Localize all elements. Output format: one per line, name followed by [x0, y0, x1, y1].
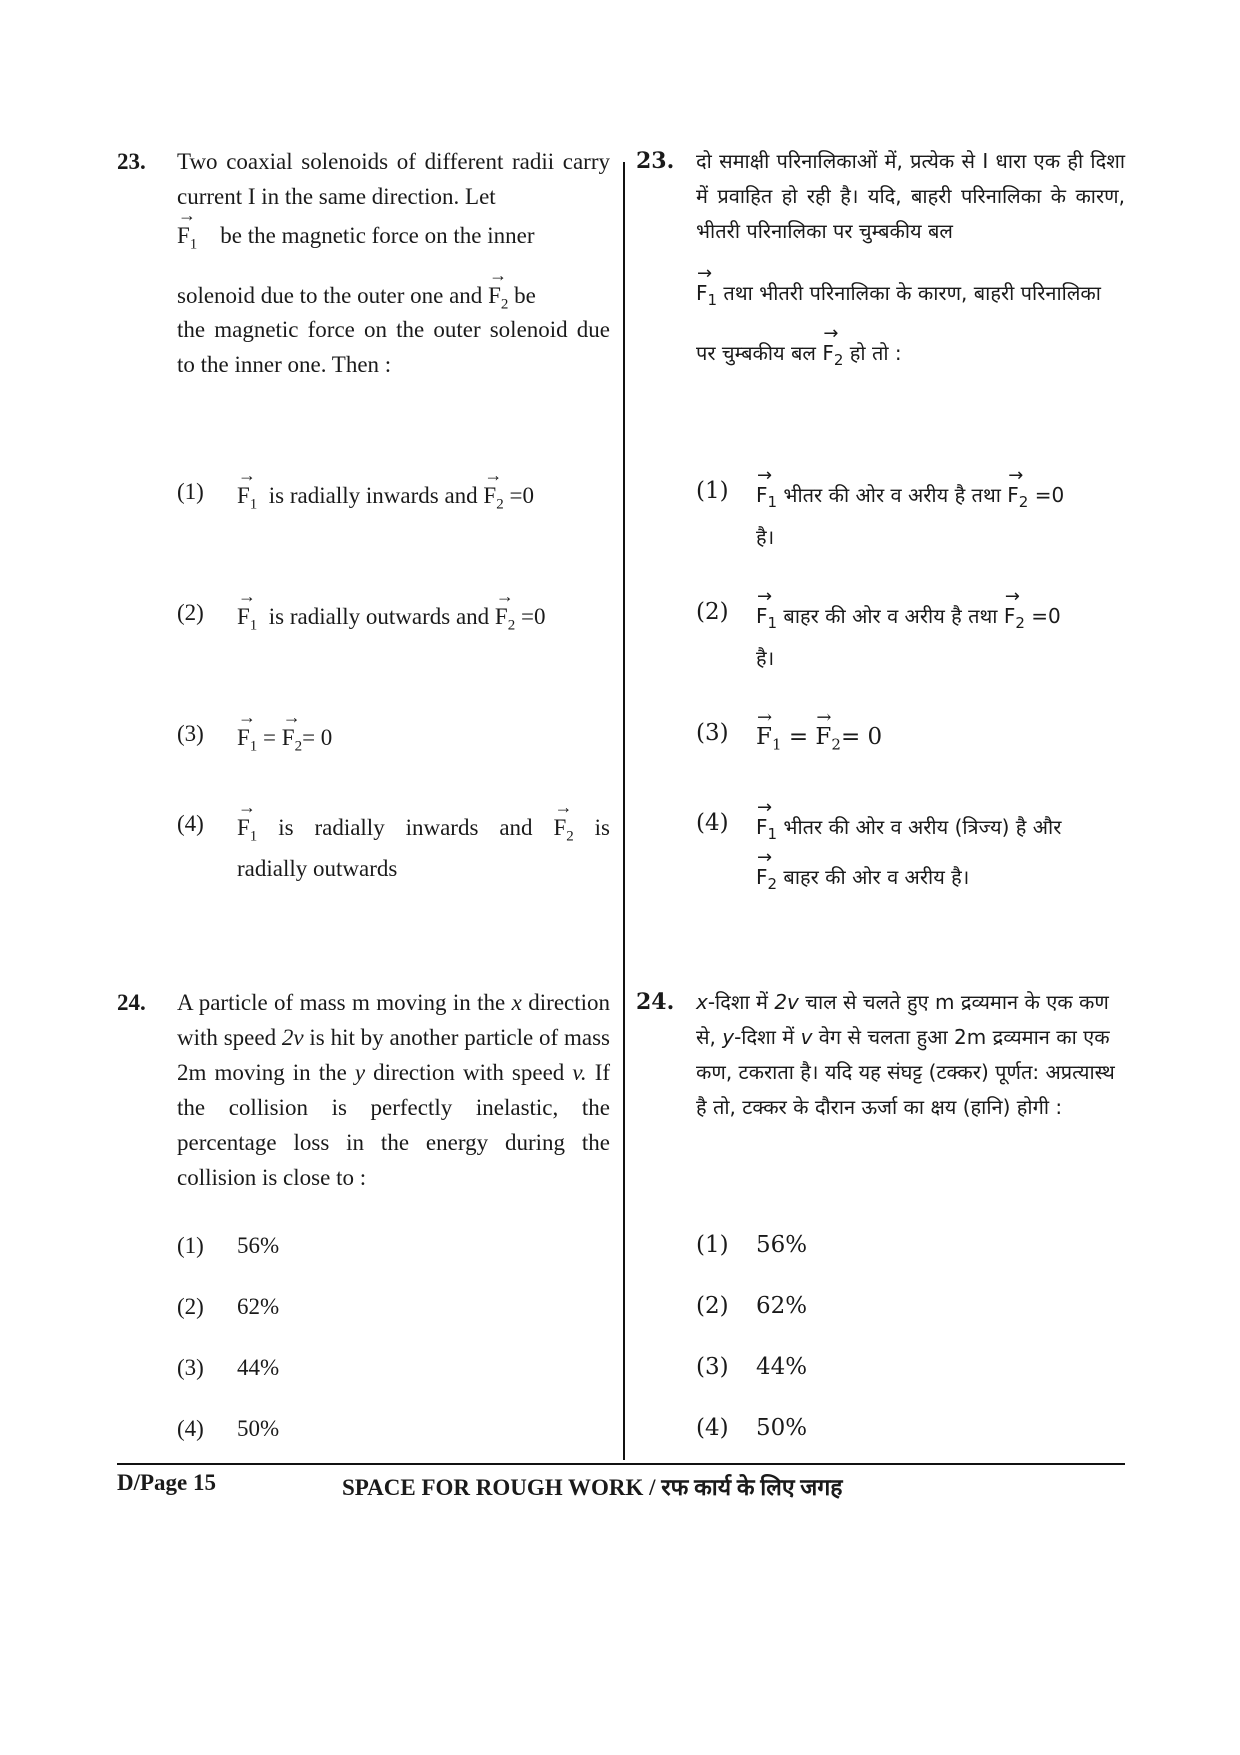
question-24-hi	[636, 985, 1125, 1145]
question-number: 24.	[636, 989, 675, 1015]
question-text	[696, 144, 1125, 378]
option-text: → $F_1$ भीतर की ओर व अरीय (त्रिज्य) है और → $F_2$ बाहर की ओर व अरीय है।	[756, 806, 1125, 902]
option-text: → $F_1$ = → $F_2= 0$	[756, 716, 1125, 763]
rough-work-label: SPACE FOR ROUGH WORK / रफ कार्य के लिए जगह	[342, 1475, 843, 1500]
option-text: 44%	[237, 1355, 280, 1380]
option-number: (3)	[177, 721, 204, 746]
footer-rule	[117, 1463, 1125, 1465]
option-text: → $F_1$ भीतर की ओर व अरीय है तथा → $F_2 =0$ है।	[756, 474, 1125, 555]
question-line: → $F_1$ तथा भीतरी परिनालिका के कारण, बाहरी परिनालिका	[696, 272, 1125, 332]
column-divider	[623, 162, 625, 1460]
option-number: (2)	[696, 599, 729, 625]
option-number: (4)	[177, 811, 204, 836]
question-line: solenoid due to the outer one and → $F_2$ be	[177, 274, 610, 312]
option-number: (4)	[696, 810, 729, 836]
vector-f1: → $F_1$	[177, 214, 197, 263]
option-text: 44%	[756, 1354, 808, 1380]
question-number: 23.	[117, 149, 146, 174]
option-text: → $F_1$ = → $F_2= 0$	[237, 716, 610, 765]
question-line: → $F_1$ be the magnetic force on the inner	[177, 214, 610, 274]
option-text: 62%	[756, 1293, 808, 1319]
question-line: दो समाक्षी परिनालिकाओं में, प्रत्येक से I धारा एक ही दिशा में प्रवाहित हो रही है। यदि, बाहरी परिनालिका के कारण, भीतरी परिनालिका पर चुम्बकीय बल	[696, 149, 1125, 243]
option-text: 62%	[237, 1294, 280, 1319]
option-number: (1)	[696, 478, 729, 504]
question-line: the magnetic force on the outer solenoid due to the inner one. Then :	[177, 317, 610, 377]
option-text: → $F_1$ is radially outwards and → $F_2 =0$	[237, 595, 610, 644]
option-number: (1)	[696, 1232, 729, 1258]
option-number: (1)	[177, 1233, 204, 1258]
question-number: 23.	[636, 148, 675, 174]
option-number: (3)	[696, 1354, 729, 1380]
option-text: → $F_1$ बाहर की ओर व अरीय है तथा → $F_2 =0$ है।	[756, 595, 1125, 676]
option-number: (2)	[696, 1293, 729, 1319]
question-24-en	[117, 985, 611, 1190]
question-text: x-दिशा में 2v चाल से चलते हुए m द्रव्यमान के एक कण से, y-दिशा में v वेग से चलता हुआ 2m द्रव्यमान का एक कण, टकराता है। यदि यह संघट्ट (टक्कर) पूर्णत: अप्रत्यास्थ है तो, टक्कर के दौरान ऊर्जा का क्षय (हानि) होगी :	[696, 990, 1115, 1119]
option-number: (4)	[696, 1415, 729, 1441]
question-number: 24.	[117, 990, 146, 1015]
option-number: (2)	[177, 1294, 204, 1319]
question-text	[177, 144, 610, 382]
vector-f2: → $F_2$	[488, 274, 508, 323]
option-number: (4)	[177, 1416, 204, 1441]
question-text: A particle of mass m moving in the x direction with speed 2v is hit by another particle of mass 2m moving in the y direction with speed v. If the collision is perfectly inelastic, the percentage loss in the energy during the collision is close to :	[177, 990, 611, 1190]
question-line: पर चुम्बकीय बल → $F_2$ हो तो :	[696, 332, 1125, 378]
option-text: 56%	[756, 1232, 808, 1258]
option-text: 50%	[756, 1415, 808, 1441]
question-23-hi	[636, 144, 1125, 384]
option-number: (2)	[177, 600, 204, 625]
option-number: (1)	[177, 479, 204, 504]
option-text: 50%	[237, 1416, 280, 1441]
page-number: D/Page 15	[117, 1470, 217, 1495]
option-text: → $F_1$ is radially inwards and → $F_2 =0$	[237, 474, 610, 523]
question-line: Two coaxial solenoids of different radii carry current I in the same direction. Let	[177, 149, 610, 209]
option-text: → $F_1$ is radially inwards and → $F_2$ is radially outwards	[237, 806, 610, 894]
option-text: 56%	[237, 1233, 280, 1258]
question-23-en	[117, 144, 610, 424]
option-number: (3)	[177, 1355, 204, 1380]
option-number: (3)	[696, 720, 729, 746]
